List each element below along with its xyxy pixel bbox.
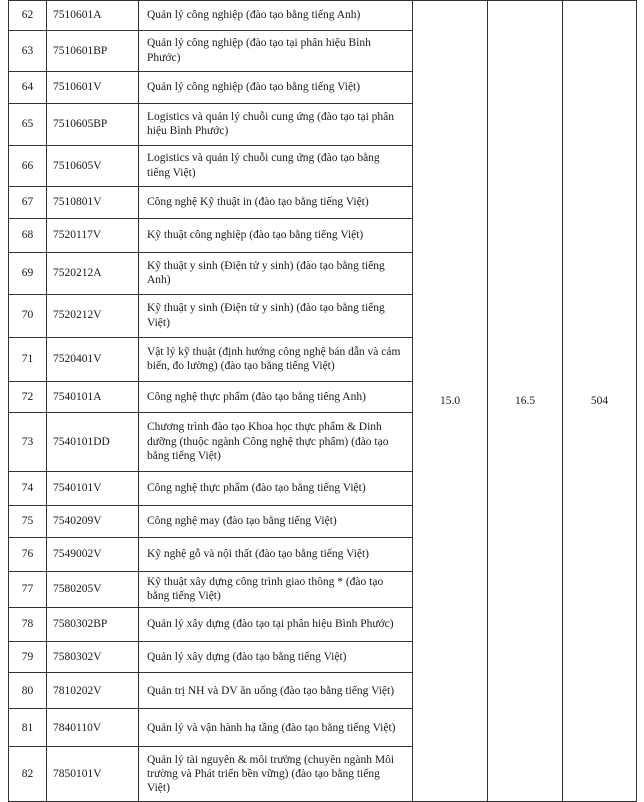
merged-score-cell-2: 16.5 <box>488 1 563 802</box>
program-code-cell: 7520117V <box>47 218 139 252</box>
program-name-cell: Công nghệ thực phẩm (đào tạo bằng tiếng Anh) <box>139 381 413 412</box>
row-number-cell: 68 <box>9 218 47 252</box>
program-name-cell: Quản lý xây dựng (đào tạo tại phân hiệu Bình Phước) <box>139 607 413 641</box>
program-code-cell: 7540101A <box>47 381 139 412</box>
program-name-cell: Quản lý tài nguyên & môi trường (chuyên ngành Môi trường và Phát triển bền vững) (đào tạo bằng tiếng Việt) <box>139 747 413 802</box>
row-number-cell: 78 <box>9 607 47 641</box>
merged-score-cell-1: 15.0 <box>413 1 488 802</box>
program-code-cell: 7510601BP <box>47 30 139 71</box>
program-name-cell: Kỹ thuật xây dựng công trình giao thông * (đào tạo bằng tiếng Việt) <box>139 571 413 607</box>
row-number-cell: 63 <box>9 30 47 71</box>
program-code-cell: 7510601A <box>47 1 139 31</box>
program-code-cell: 7580205V <box>47 571 139 607</box>
row-number-cell: 66 <box>9 145 47 186</box>
program-name-cell: Quản lý xây dựng (đào tạo bằng tiếng Việt) <box>139 641 413 673</box>
program-code-cell: 7510605V <box>47 145 139 186</box>
program-code-cell: 7510801V <box>47 186 139 218</box>
program-code-cell: 7580302V <box>47 641 139 673</box>
row-number-cell: 64 <box>9 71 47 103</box>
row-number-cell: 70 <box>9 294 47 337</box>
admission-scores-table <box>8 0 637 802</box>
program-code-cell: 7520401V <box>47 337 139 381</box>
program-code-cell: 7520212A <box>47 252 139 294</box>
program-code-cell: 7549002V <box>47 537 139 571</box>
program-name-cell: Kỹ thuật y sinh (Điện tử y sinh) (đào tạo bằng tiếng Anh) <box>139 252 413 294</box>
program-name-cell: Quản lý công nghiệp (đào tạo tại phân hiệu Bình Phước) <box>139 30 413 71</box>
row-number-cell: 81 <box>9 709 47 747</box>
program-code-cell: 7580302BP <box>47 607 139 641</box>
program-code-cell: 7810202V <box>47 673 139 709</box>
row-number-cell: 67 <box>9 186 47 218</box>
program-name-cell: Logistics và quản lý chuỗi cung ứng (đào tạo tại phân hiệu Bình Phước) <box>139 103 413 145</box>
program-code-cell: 7510601V <box>47 71 139 103</box>
program-name-cell: Quản trị NH và DV ăn uống (đào tạo bằng tiếng Việt) <box>139 673 413 709</box>
program-name-cell: Kỹ thuật công nghiệp (đào tạo bằng tiếng Việt) <box>139 218 413 252</box>
row-number-cell: 71 <box>9 337 47 381</box>
program-name-cell: Kỹ nghệ gỗ và nội thất (đào tạo bằng tiếng Việt) <box>139 537 413 571</box>
table-row <box>9 1 637 31</box>
program-code-cell: 7850101V <box>47 747 139 802</box>
merged-score-cell-3: 504 <box>563 1 637 802</box>
row-number-cell: 80 <box>9 673 47 709</box>
program-name-cell: Kỹ thuật y sinh (Điện tử y sinh) (đào tạo bằng tiếng Việt) <box>139 294 413 337</box>
program-name-cell: Công nghệ thực phẩm (đào tạo bằng tiếng Việt) <box>139 472 413 506</box>
program-name-cell: Công nghệ may (đào tạo bằng tiếng Việt) <box>139 506 413 538</box>
program-code-cell: 7540209V <box>47 506 139 538</box>
table-body <box>9 1 637 802</box>
row-number-cell: 77 <box>9 571 47 607</box>
row-number-cell: 79 <box>9 641 47 673</box>
program-name-cell: Chương trình đào tạo Khoa học thực phẩm & Dinh dưỡng (thuộc ngành Công nghệ thực phẩm) (đào tạo bằng tiếng Việt) <box>139 412 413 472</box>
program-name-cell: Quản lý công nghiệp (đào tạo bằng tiếng Anh) <box>139 1 413 31</box>
row-number-cell: 62 <box>9 1 47 31</box>
program-code-cell: 7540101DD <box>47 412 139 472</box>
row-number-cell: 74 <box>9 472 47 506</box>
program-name-cell: Logistics và quản lý chuỗi cung ứng (đào tạo bằng tiếng Việt) <box>139 145 413 186</box>
program-name-cell: Công nghệ Kỹ thuật in (đào tạo bằng tiếng Việt) <box>139 186 413 218</box>
program-name-cell: Quản lý và vận hành hạ tầng (đào tạo bằng tiếng Việt) <box>139 709 413 747</box>
row-number-cell: 75 <box>9 506 47 538</box>
row-number-cell: 76 <box>9 537 47 571</box>
row-number-cell: 69 <box>9 252 47 294</box>
row-number-cell: 72 <box>9 381 47 412</box>
program-code-cell: 7520212V <box>47 294 139 337</box>
program-name-cell: Vật lý kỹ thuật (định hướng công nghệ bán dẫn và cảm biến, đo lường) (đào tạo bằng tiếng Việt) <box>139 337 413 381</box>
row-number-cell: 65 <box>9 103 47 145</box>
program-code-cell: 7510605BP <box>47 103 139 145</box>
row-number-cell: 82 <box>9 747 47 802</box>
row-number-cell: 73 <box>9 412 47 472</box>
program-code-cell: 7540101V <box>47 472 139 506</box>
program-code-cell: 7840110V <box>47 709 139 747</box>
program-name-cell: Quản lý công nghiệp (đào tạo bằng tiếng Việt) <box>139 71 413 103</box>
